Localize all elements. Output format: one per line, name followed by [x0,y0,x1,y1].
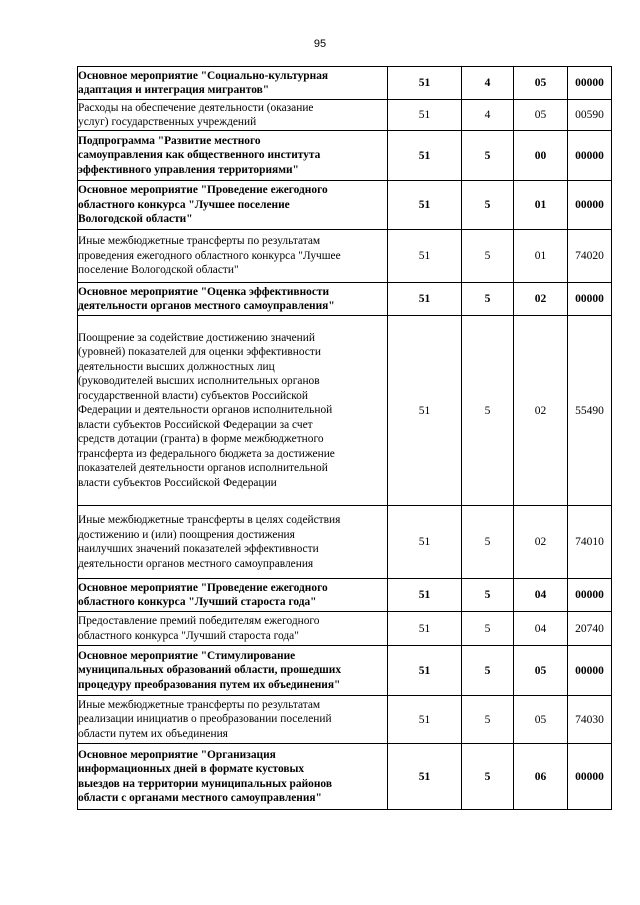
code-cell-2: 5 [462,579,514,612]
code-cell-3: 02 [514,316,568,506]
code-cell-4: 00000 [568,131,612,181]
code-cell-3: 01 [514,230,568,283]
code-cell-3: 05 [514,696,568,744]
code-cell-2: 5 [462,131,514,181]
table-row [78,131,612,181]
budget-table-body [78,67,612,810]
code-cell-2: 5 [462,612,514,646]
code-cell-1: 51 [388,283,462,316]
table-row [78,283,612,316]
code-cell-1: 51 [388,579,462,612]
code-cell-4: 74020 [568,230,612,283]
code-cell-3: 02 [514,283,568,316]
code-cell-3: 05 [514,67,568,100]
row-name-cell: Расходы на обеспечение деятельности (оказание услуг) государственных учреждений [78,100,388,131]
code-cell-4: 00000 [568,579,612,612]
budget-table [77,66,612,810]
code-cell-1: 51 [388,696,462,744]
row-name-cell: Предоставление премий победителям ежегодного областного конкурса "Лучший староста года" [78,612,388,646]
code-cell-4: 00590 [568,100,612,131]
table-row [78,744,612,810]
table-row [78,696,612,744]
code-cell-1: 51 [388,100,462,131]
code-cell-1: 51 [388,646,462,696]
table-row [78,506,612,579]
code-cell-1: 51 [388,316,462,506]
code-cell-4: 55490 [568,316,612,506]
row-name-cell: Иные межбюджетные трансферты по результатам проведения ежегодного областного конкурса "Лучшее поселение Вологодской области" [78,230,388,283]
row-name-cell: Основное мероприятие "Проведение ежегодного областного конкурса "Лучший староста года" [78,579,388,612]
code-cell-3: 06 [514,744,568,810]
row-name-cell: Поощрение за содействие достижению значений (уровней) показателей для оценки эффективности деятельности высших должностных лиц (руководителей высших исполнительных органов государственной власти) субъектов Российской Федерации и деятельности органов исполнительной власти субъектов Российской Федерации за счет средств дотации (гранта) в форме межбюджетного трансферта из федерального бюджета за достижение показателей деятельности органов исполнительной власти субъектов Российской Федерации [78,316,388,506]
table-row [78,100,612,131]
code-cell-2: 4 [462,100,514,131]
table-row [78,181,612,230]
code-cell-2: 5 [462,316,514,506]
code-cell-4: 00000 [568,744,612,810]
code-cell-3: 00 [514,131,568,181]
code-cell-1: 51 [388,181,462,230]
page-number: 95 [313,38,327,50]
table-row [78,579,612,612]
code-cell-4: 74030 [568,696,612,744]
code-cell-1: 51 [388,67,462,100]
code-cell-2: 5 [462,230,514,283]
code-cell-4: 00000 [568,181,612,230]
code-cell-4: 00000 [568,283,612,316]
code-cell-4: 20740 [568,612,612,646]
row-name-cell: Подпрограмма "Развитие местного самоуправления как общественного института эффективного управления территориями" [78,131,388,181]
code-cell-3: 04 [514,579,568,612]
code-cell-1: 51 [388,506,462,579]
table-row [78,316,612,506]
code-cell-4: 00000 [568,67,612,100]
table-row [78,612,612,646]
code-cell-4: 00000 [568,646,612,696]
code-cell-2: 5 [462,646,514,696]
code-cell-3: 05 [514,646,568,696]
code-cell-2: 5 [462,506,514,579]
code-cell-2: 5 [462,181,514,230]
code-cell-1: 51 [388,131,462,181]
code-cell-4: 74010 [568,506,612,579]
code-cell-3: 02 [514,506,568,579]
code-cell-2: 5 [462,696,514,744]
code-cell-2: 5 [462,283,514,316]
row-name-cell: Основное мероприятие "Оценка эффективности деятельности органов местного самоуправления" [78,283,388,316]
row-name-cell: Основное мероприятие "Социально-культурная адаптация и интеграция мигрантов" [78,67,388,100]
table-row [78,646,612,696]
code-cell-1: 51 [388,744,462,810]
code-cell-3: 04 [514,612,568,646]
row-name-cell: Иные межбюджетные трансферты в целях содействия достижению и (или) поощрения достижения наилучших значений показателей эффективности деятельности органов местного самоуправления [78,506,388,579]
code-cell-1: 51 [388,230,462,283]
code-cell-3: 05 [514,100,568,131]
code-cell-1: 51 [388,612,462,646]
row-name-cell: Основное мероприятие "Проведение ежегодного областного конкурса "Лучшее поселение Вологодской области" [78,181,388,230]
row-name-cell: Основное мероприятие "Стимулирование муниципальных образований области, прошедших процедуру преобразования путем их объединения" [78,646,388,696]
code-cell-2: 4 [462,67,514,100]
code-cell-3: 01 [514,181,568,230]
row-name-cell: Основное мероприятие "Организация информационных дней в формате кустовых выездов на территории муниципальных районов области с органами местного самоуправления" [78,744,388,810]
code-cell-2: 5 [462,744,514,810]
row-name-cell: Иные межбюджетные трансферты по результатам реализации инициатив о преобразовании поселений области путем их объединения [78,696,388,744]
table-row [78,67,612,100]
table-row [78,230,612,283]
